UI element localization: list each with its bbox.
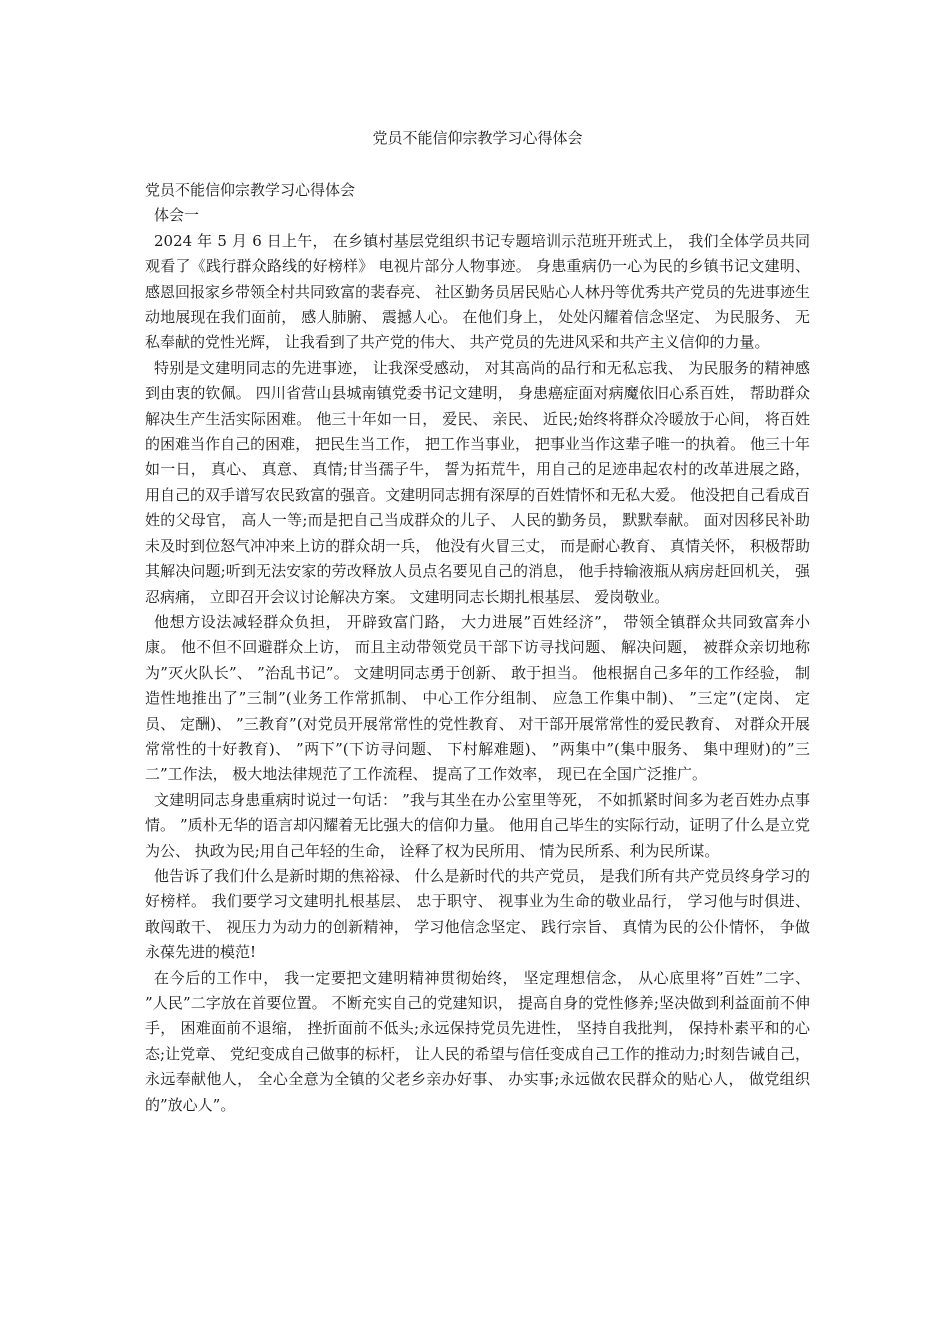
document-body [145, 178, 810, 1118]
paragraph: 在今后的工作中， 我一定要把文建明精神贯彻始终， 坚定理想信念， 从心底里将”百姓”二字、 ”人民”二字放在首要位置。 不断充实自己的党建知识， 提高自身的党性修养;坚决做到利益面前不伸手， 困难面前不退缩， 挫折面前不低头;永远保持党员先进性， 坚持自我批判， 保持朴素平和的心态;让党章、 党纪变成自己做事的标杆， 让人民的希望与信任变成自己工作的推动力;时刻告诫自己， 永远奉献他人， 全心全意为全镇的父老乡亲办好事、 办实事;永远做农民群众的贴心人， 做党组织的”放心人”。 [145, 968, 810, 1114]
document-title: 党员不能信仰宗教学习心得体会 [145, 181, 356, 199]
document-header-title: 党员不能信仰宗教学习心得体会 [372, 129, 583, 147]
paragraph: 他想方设法减轻群众负担， 开辟致富门路， 大力进展”百姓经济”， 带领全镇群众共同致富奔小康。 他不但不回避群众上访， 而且主动带领党员干部下访寻找问题、 解决问题， 被群众亲切地称为”灭火队长”、 ”治乱书记”。 文建明同志勇于创新、 敢于担当。 他根据自己多年的工作经验， 制造性地推出了”三制”(业务工作常抓制、 中心工作分组制、 应急工作集中制)、 ”三定”(定岗、 定员、 定酬)、 ”三教育”(对党员开展常常性的党性教育、 对干部开展常常性的爱民教育、 对群众开展常常性的十好教育)、 ”两下”(下访寻问题、 下村解难题)、 ”两集中”(集中服务、 集中理财)的”三二”工作法， 极大地法律规范了工作流程、 提高了工作效率， 现已在全国广泛推广。 [145, 612, 810, 784]
section-label: 体会一 [154, 206, 200, 225]
paragraph: 他告诉了我们什么是新时期的焦裕禄、 什么是新时代的共产党员， 是我们所有共产党员终身学习的好榜样。 我们要学习文建明扎根基层、 忠于职守、 视事业为生命的敬业品行， 学习他与时俱进、 敢闯敢干、 视压力为动力的创新精神， 学习他信念坚定、 践行宗旨、 真情为民的公仆情怀， 争做永葆先进的模范! [145, 866, 810, 962]
paragraph: 特别是文建明同志的先进事迹， 让我深受感动， 对其高尚的品行和无私忘我、 为民服务的精神感到由衷的钦佩。 四川省营山县城南镇党委书记文建明， 身患癌症面对病魔依旧心系百姓， 帮助群众解决生产生活实际困难。 他三十年如一日， 爱民、 亲民、 近民;始终将群众冷暖放于心间， 将百姓的困难当作自己的困难， 把民生当工作， 把工作当事业， 把事业当作这辈子唯一的执着。 他三十年如一日， 真心、 真意、 真情;甘当孺子牛， 誓为拓荒牛，用自己的足迹串起农村的改革进展之路， 用自己的双手谱写农民致富的强音。文建明同志拥有深厚的百姓情怀和无私大爱。 他没把自己看成百姓的父母官， 高人一等;而是把自己当成群众的儿子、 人民的勤务员， 默默奉献。 面对因移民补助未及时到位怒气冲冲来上访的群众胡一兵， 他没有火冒三丈， 而是耐心教育、 真情关怀， 积极帮助其解决问题;听到无法安家的劳改释放人员点名要见自己的消息， 他手持输液瓶从病房赶回机关， 强忍病痛， 立即召开会议讨论解决方案。 文建明同志长期扎根基层、 爱岗敬业。 [145, 358, 810, 606]
paragraph: 2024 年 5 月 6 日上午， 在乡镇村基层党组织书记专题培训示范班开班式上， 我们全体学员共同观看了《践行群众路线的好榜样》 电视片部分人物事迹。 身患重病仍一心为民的乡镇书记文建明、 感恩回报家乡带领全村共同致富的裴春亮、 社区勤务员居民贴心人林丹等优秀共产党员的先进事迹生动地展现在我们面前， 感人肺腑、 震撼人心。 在他们身上， 处处闪耀着信念坚定、 为民服务、 无私奉献的党性光辉， 让我看到了共产党的伟大、 共产党员的先进风采和共产主义信仰的力量。 [145, 231, 810, 352]
paragraph: 文建明同志身患重病时说过一句话： ”我与其坐在办公室里等死， 不如抓紧时间多为老百姓办点事情。 ”质朴无华的语言却闪耀着无比强大的信仰力量。 他用自己毕生的实际行动，证明了什么是立党为公、 执政为民;用自己年轻的生命， 诠释了权为民所用、 情为民所系、利为民所谋。 [145, 790, 810, 860]
